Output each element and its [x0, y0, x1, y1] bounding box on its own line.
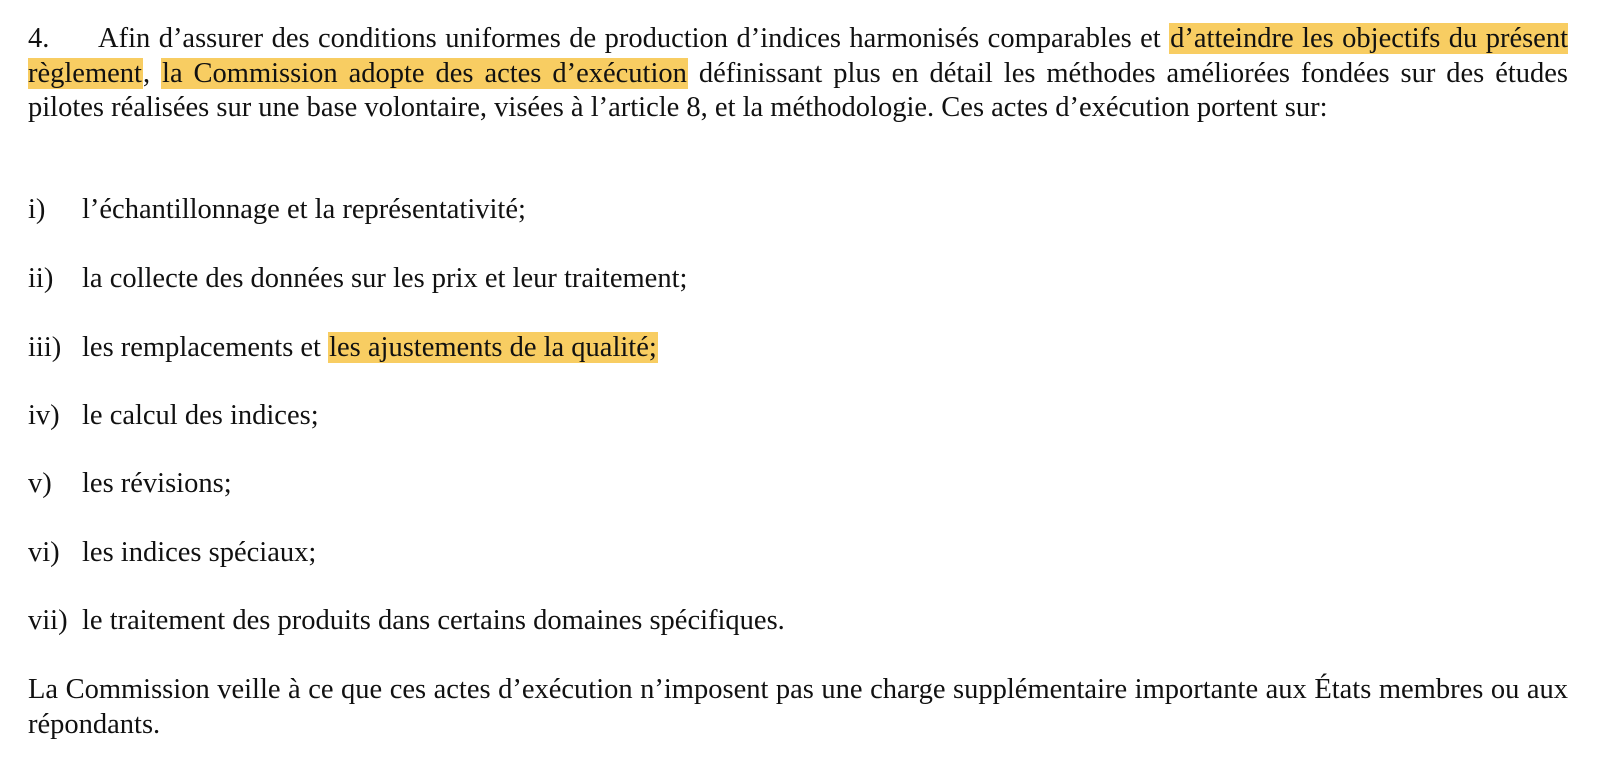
list-item-number: v): [28, 468, 52, 499]
paragraph-number: 4.: [28, 23, 50, 54]
list-item-text: l’échantillonnage et la représentativité;: [82, 194, 526, 225]
list-item: [28, 331, 1568, 366]
list-item-text: le traitement des produits dans certains domaines spécifiques.: [82, 605, 785, 636]
list-item-number: ii): [28, 263, 54, 294]
highlight-objectives: d’atteindre les objectifs du présent règlement: [28, 23, 1568, 89]
list-item: [28, 467, 1568, 502]
paragraph-text-start: Afin d’assurer des conditions uniformes de production d’indices harmonisés comparables et: [98, 23, 1170, 54]
list-item: [28, 193, 1568, 228]
list-item-number: i): [28, 194, 46, 225]
list-item-text: la collecte des données sur les prix et leur traitement;: [82, 263, 688, 294]
list-item-text: les remplacements et: [82, 332, 329, 363]
list-item-text: le calcul des indices;: [82, 400, 319, 431]
list-item-number: iii): [28, 332, 62, 363]
paragraph-text-separator: ,: [142, 57, 162, 89]
list-item: [28, 604, 1568, 639]
list-item-text: les révisions;: [82, 468, 232, 499]
list-item-number: vi): [28, 537, 60, 568]
highlight-quality-adjustments: les ajustements de la qualité;: [329, 332, 657, 363]
list-item-number: iv): [28, 400, 60, 431]
list-item: [28, 536, 1568, 571]
list-item-text: les indices spéciaux;: [82, 537, 317, 568]
list-item: [28, 399, 1568, 434]
paragraph-text-end: définissant plus en détail les méthodes améliorées fondées sur des études pilotes réalisées sur une base volontaire, visées à l’article 8, et la méthodologie. Ces actes d’exécution portent sur:: [28, 57, 1569, 123]
paragraph-4: [28, 22, 1568, 126]
list-item-number: vii): [28, 605, 68, 636]
highlight-commission-adopts: la Commission adopte des actes d’exécution: [162, 57, 687, 89]
list-item: [28, 262, 1568, 297]
final-paragraph: La Commission veille à ce que ces actes d’exécution n’imposent pas une charge supplémentaire importante aux États membres ou aux répondants.: [28, 674, 1568, 740]
